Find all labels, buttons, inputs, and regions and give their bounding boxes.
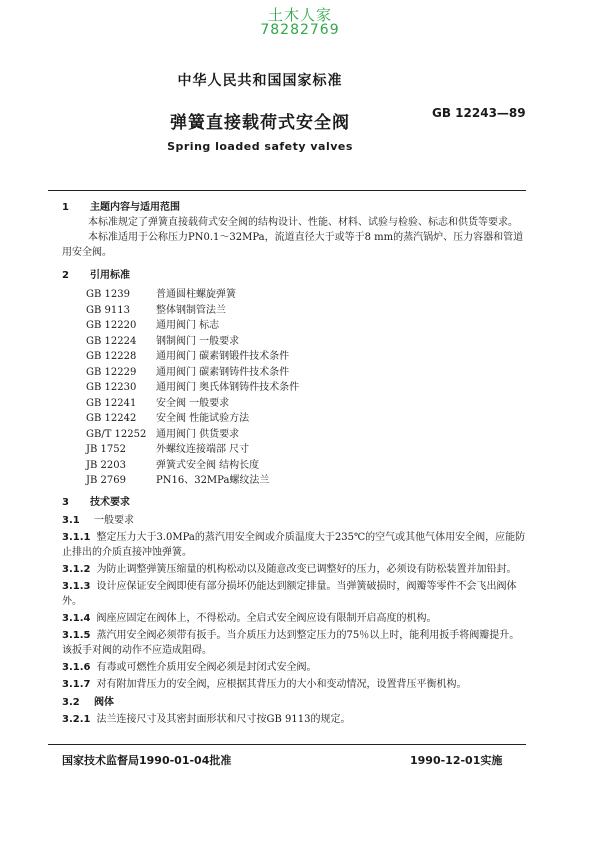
- reference-item: [86, 287, 526, 303]
- reference-item: [86, 303, 526, 319]
- paragraph: 本标准适用于公称压力PN0.1～32MPa，流道直径大于或等于8 mm的蒸汽锅炉、压力容器和管道用安全阀。: [62, 232, 524, 258]
- reference-item: [86, 442, 526, 458]
- clause-text: 蒸汽用安全阀必须带有扳手。当介质压力达到整定压力的75％以上时，能利用扳手将阀瓣提升。该扳手对阀的动作不应造成阻碍。: [62, 629, 520, 656]
- clause-number: 3.1.1: [62, 531, 91, 543]
- reference-item: [86, 318, 526, 334]
- reference-code: JB 2769: [86, 475, 126, 486]
- reference-title: 钢制阀门 一般要求: [156, 335, 240, 347]
- top-rule: [48, 190, 526, 191]
- reference-code: JB 2203: [86, 459, 126, 471]
- subsection-3-2-heading: [62, 695, 526, 710]
- reference-title: 安全阀 性能试验方法: [156, 413, 250, 424]
- reference-title: 安全阀 一般要求: [156, 397, 230, 409]
- reference-title: 通用阀门 奥氏体钢铸件技术条件: [156, 382, 300, 393]
- clause-text: 整定压力大于3.0MPa的蒸汽用安全阀或介质温度大于235℃的空气或其他气体用安全阀，应能防止排出的介质直接冲蚀弹簧。: [62, 531, 526, 558]
- reference-code: GB 12224: [86, 335, 137, 347]
- subsection-number: 3.1: [62, 514, 80, 526]
- reference-item: [86, 396, 526, 412]
- reference-title: 通用阀门 标志: [156, 320, 220, 331]
- watermark-title: 土木人家: [267, 6, 332, 24]
- clause-number: 3.2.1: [62, 713, 91, 725]
- reference-code: JB 1752: [86, 444, 126, 455]
- section-title: 引用标准: [90, 270, 130, 281]
- reference-code: GB 12229: [86, 366, 137, 378]
- clause-number: 3.1.4: [62, 612, 91, 624]
- reference-code: GB 9113: [86, 304, 130, 316]
- reference-item: [86, 411, 526, 427]
- section-title: 技术要求: [90, 496, 130, 508]
- clause: [62, 530, 526, 560]
- reference-code: GB 12242: [86, 413, 137, 424]
- reference-item: [86, 380, 526, 396]
- reference-code: GB 12230: [86, 382, 137, 393]
- approval-line: 国家技术监督局1990-01-04批准: [62, 754, 232, 767]
- reference-title: 弹簧式安全阀 结构长度: [156, 459, 260, 471]
- reference-code: GB/T 12252: [86, 428, 147, 440]
- clause-text: 对有附加背压力的安全阀，应根据其背压力的大小和变动情况，设置背压平衡机构。: [96, 678, 467, 690]
- section-1-heading: [62, 200, 526, 215]
- reference-title: 通用阀门 碳素钢锻件技术条件: [156, 351, 290, 362]
- reference-item: [86, 334, 526, 350]
- reference-title: PN16、32MPa螺纹法兰: [156, 475, 270, 486]
- clause-text: 为防止调整弹簧压缩量的机构松动以及随意改变已调整好的压力，必须设有防松装置并加铅封。: [96, 563, 517, 575]
- bottom-rule: [48, 744, 526, 745]
- clause-text: 设计应保证安全阀即使有部分损坏仍能达到额定排量。当弹簧破损时，阀瓣等零件不会飞出阀体外。: [62, 580, 517, 607]
- document-title: 弹簧直接载荷式安全阀: [170, 113, 350, 133]
- section-2-heading: [62, 268, 526, 283]
- reference-item: [86, 427, 526, 443]
- reference-title: 整体钢制管法兰: [156, 304, 226, 316]
- section-number: 2: [62, 270, 69, 281]
- watermark-number: 78282769: [260, 22, 340, 38]
- clause: [62, 562, 526, 577]
- clause-text: 阀座应固定在阀体上，不得松动。全启式安全阀应设有限制开启高度的机构。: [96, 612, 437, 624]
- reference-title: 通用阀门 碳素钢铸件技术条件: [156, 366, 290, 378]
- clause: [62, 677, 526, 692]
- reference-code: GB 12241: [86, 397, 137, 409]
- reference-list: [86, 287, 526, 489]
- implementation-date: 1990-12-01实施: [410, 754, 503, 767]
- national-standard-heading: 中华人民共和国国家标准: [177, 73, 343, 89]
- clause: [62, 611, 526, 626]
- reference-code: GB 12228: [86, 351, 137, 362]
- reference-code: GB 1239: [86, 289, 130, 300]
- reference-title: 通用阀门 供货要求: [156, 428, 240, 440]
- clause-number: 3.1.5: [62, 629, 91, 641]
- standard-number: GB 12243—89: [432, 106, 526, 120]
- subsection-title: 一般要求: [94, 514, 134, 526]
- clause: [62, 712, 526, 727]
- reference-item: [86, 473, 526, 489]
- subsection-3-1-heading: [62, 513, 526, 528]
- reference-title: 普通圆柱螺旋弹簧: [156, 289, 236, 300]
- section-3-heading: [62, 495, 526, 510]
- section-number: 1: [62, 202, 69, 213]
- clause-number: 3.1.7: [62, 678, 91, 690]
- clause: [62, 579, 526, 609]
- clause-number: 3.1.3: [62, 580, 91, 592]
- clause-text: 有毒或可燃性介质用安全阀必须是封闭式安全阀。: [96, 661, 317, 673]
- clause: [62, 628, 526, 658]
- clause-number: 3.1.2: [62, 563, 91, 575]
- reference-item: [86, 349, 526, 365]
- clause-text: 法兰连接尺寸及其密封面形状和尺寸按GB 9113的规定。: [96, 713, 351, 725]
- clause-number: 3.1.6: [62, 661, 91, 673]
- section-title: 主题内容与适用范围: [90, 202, 180, 213]
- reference-title: 外螺纹连接端部 尺寸: [156, 444, 250, 455]
- subsection-title: 阀体: [94, 696, 114, 708]
- section-number: 3: [62, 496, 69, 508]
- reference-code: GB 12220: [86, 320, 137, 331]
- subsection-number: 3.2: [62, 696, 80, 708]
- paragraph: 本标准规定了弹簧直接载荷式安全阀的结构设计、性能、材料、试验与检验、标志和供货等要求。: [88, 217, 518, 228]
- clause: [62, 660, 526, 675]
- reference-item: [86, 458, 526, 474]
- reference-item: [86, 365, 526, 381]
- document-body: [62, 198, 526, 727]
- english-title: Spring loaded safety valves: [167, 140, 353, 153]
